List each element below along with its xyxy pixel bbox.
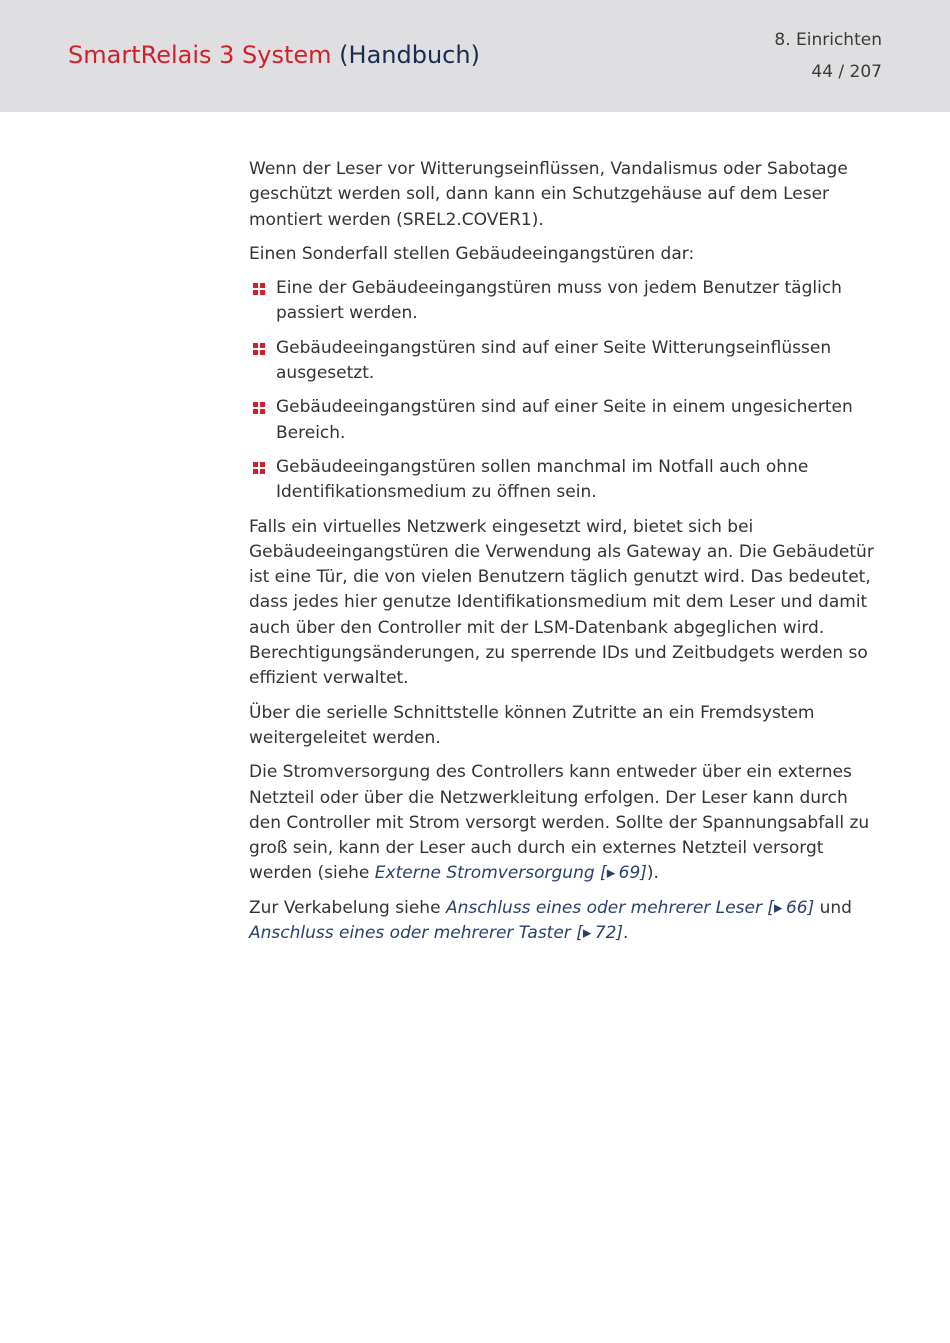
link-text: Anschluss eines oder mehrerer Taster [: [249, 923, 583, 944]
link-anschluss-leser[interactable]: [446, 898, 814, 918]
link-page: 66]: [785, 897, 815, 918]
link-text: Externe Stromversorgung [: [374, 863, 607, 884]
paragraph-schutzgehaeuse: Wenn der Leser vor Witterungseinflüssen, Vandalismus oder Sabotage geschützt werden soll, dann kann ein Schutzgehäuse auf dem Leser montiert werden (SREL2.COVER1).: [249, 159, 848, 230]
list-item-text: Eine der Gebäudeeingangstüren muss von jedem Benutzer täglich passiert werden.: [276, 278, 842, 324]
list-item-text: Gebäudeeingangstüren sollen manchmal im Notfall auch ohne Identifikationsmedium zu öffnen sein.: [276, 456, 809, 503]
paragraph-verkabelung: [249, 896, 874, 947]
paragraph-text: .: [623, 923, 629, 944]
link-externe-stromversorgung[interactable]: [375, 863, 647, 883]
list-item: [249, 455, 874, 506]
list-item-text: Gebäudeeingangstüren sind auf einer Seite Witterungseinflüssen ausgesetzt.: [276, 337, 832, 384]
list-item: [249, 276, 874, 327]
link-anschluss-taster[interactable]: [249, 923, 623, 943]
paragraph-stromversorgung: [249, 760, 874, 886]
paragraph-text: Zur Verkabelung siehe: [249, 897, 446, 918]
red-square-bullet-icon: [253, 462, 265, 474]
main-content: [249, 157, 874, 955]
paragraph-text: Die Stromversorgung des Controllers kann entweder über ein externes Netzteil oder über die Netzwerkleitung erfolgen. Der Leser kann durch den Controller mit Strom versorgt werden. Sollte der Spannungsabfall zu groß sein, kann der Leser auch durch ein externes Netzteil versorgt werden (siehe: [249, 762, 870, 884]
document-title: [68, 38, 480, 72]
link-text: Anschluss eines oder mehrerer Leser [: [445, 897, 775, 918]
bullet-list: [249, 276, 874, 505]
red-square-bullet-icon: [253, 402, 265, 414]
paragraph-schnittstelle: Über die serielle Schnittstelle können Zutritte an ein Fremdsystem weitergeleitet werden.: [249, 702, 815, 748]
paragraph-sonderfall: Einen Sonderfall stellen Gebäudeeingangstüren dar:: [249, 243, 695, 264]
triangle-right-icon: ▸: [582, 923, 592, 944]
list-item: [249, 336, 874, 387]
chapter-label: 8. Einrichten: [774, 30, 882, 50]
paragraph-gateway: Falls ein virtuelles Netzwerk eingesetzt wird, bietet sich bei Gebäudeeingangstüren die Verwendung als Gateway an. Die Gebäudetür ist eine Tür, die von vielen Benutzern täglich genutzt wird. Das bedeutet, dass jedes hier genutze Identifikationsmedium mit dem Leser und damit auch über den Controller mit der LSM-Datenbank abgeglichen wird. Berechtigungsänderungen, zu sperrende IDs und Zeitbudgets werden so effizient verwaltet.: [249, 516, 874, 689]
triangle-right-icon: ▸: [774, 897, 783, 918]
page-number: 44 / 207: [811, 62, 882, 82]
paragraph-text: ).: [646, 863, 659, 884]
paragraph-text: und: [814, 897, 852, 918]
document-title-sub: (Handbuch): [339, 41, 480, 69]
list-item-text: Gebäudeeingangstüren sind auf einer Seite in einem ungesicherten Bereich.: [276, 397, 853, 443]
triangle-right-icon: ▸: [606, 863, 616, 884]
document-title-main: SmartRelais 3 System: [68, 41, 332, 69]
red-square-bullet-icon: [253, 283, 265, 295]
link-page: 72]: [594, 923, 624, 944]
list-item: [249, 395, 874, 446]
red-square-bullet-icon: [253, 343, 265, 355]
link-page: 69]: [618, 863, 647, 884]
page-header: [0, 0, 950, 112]
